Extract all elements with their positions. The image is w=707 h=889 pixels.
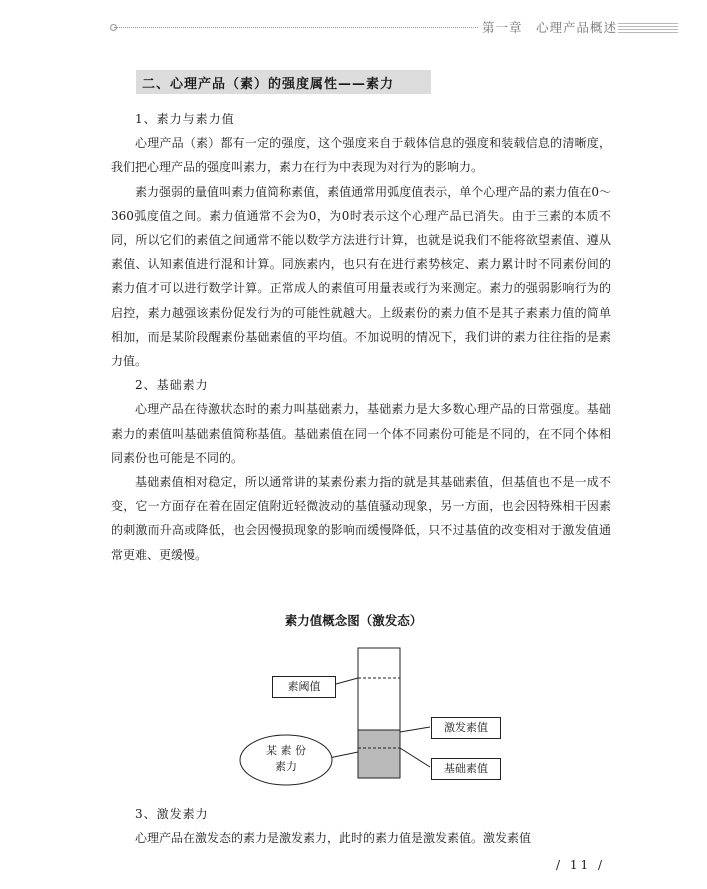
- paragraph-2: 素力强弱的量值叫素力值简称素值，素值通常用弧度值表示，单个心理产品的素力值在0～360弧度值之间。素力值通常不会为0，为0时表示这个心理产品已消失。由于三素的本质不同，所以它们的素值之间通常不能以数学方法进行计算，也就是说我们不能将欲望素值、遵从素值、认知素值进行混和计算。同族素内，也只有在进行素势核定、素力累计时不同素份间的素力值才可以进行数学计算。正常成人的素值可用量表或行为来测定。素力的强弱影响行为的启控，素力越强该素份促发行为的可能性就越大。上级素份的素力值不是其子素素力值的简单相加，而是某阶段醒素份基础素值的平均值。不加说明的情况下，我们讲的素力往往指的是素力值。: [111, 184, 611, 369]
- basic-connector: [400, 748, 430, 767]
- concept-diagram: [230, 640, 530, 800]
- ellipse-connector: [329, 752, 358, 758]
- paragraph-4: 基础素值相对稳定，所以通常讲的某素份素力指的就是其基础素值，但基值也不是一成不变，它一方面存在着在固定值附近轻微波动的基值骚动现象，另一方面，也会因特殊相干因素的刺激而升高或降低，也会因慢损现象的影响而缓慢降低，只不过基值的改变相对于激发值通常更难、更缓慢。: [111, 475, 611, 562]
- ellipse-label: [240, 743, 332, 775]
- paragraph-3: 心理产品在待激状态时的素力叫基础素力，基础素力是大多数心理产品的日常强度。基础素力的素值叫基础素值简称基值。基础素值在同一个体不同素份可能是不同的，在不同个体相同素份也可能是不同的。: [111, 402, 611, 465]
- subheading-3: 3、激发素力: [135, 807, 209, 821]
- excited-connector: [400, 727, 430, 732]
- figure-title: 素力值概念图（激发态）: [284, 613, 423, 628]
- paragraph-1: 心理产品（素）都有一定的强度，这个强度来自于载体信息的强度和装载信息的清晰度，我们把心理产品的强度叫素力，素力在行为中表现为对行为的影响力。: [111, 136, 611, 175]
- page-number: / 11 /: [556, 858, 605, 872]
- threshold-label: 素阈值: [272, 676, 336, 698]
- running-header: [110, 18, 620, 38]
- ellipse-label-line-1: 某 素 份: [266, 744, 306, 757]
- chapter-title: 第一章 心理产品概述: [482, 20, 618, 35]
- subheading-1: 1、素力与素力值: [135, 112, 235, 126]
- threshold-connector: [336, 678, 358, 684]
- paragraph-5: 心理产品在激发态的素力是激发素力，此时的素力值是激发素值。激发素值: [135, 831, 532, 846]
- section-title: 二、心理产品（素）的强度属性——素力: [142, 77, 395, 92]
- subheading-2: 2、基础素力: [135, 378, 209, 393]
- header-dotted-rule: [114, 27, 478, 28]
- excited-value-label: 激发素值: [431, 717, 501, 739]
- ellipse-label-line-2: 素力: [275, 760, 297, 773]
- body-text: [111, 107, 611, 567]
- excited-fill: [358, 730, 400, 778]
- lower-text: [111, 802, 611, 850]
- section-title-band: [136, 70, 431, 94]
- basic-value-label: 基础素值: [431, 758, 501, 780]
- header-bar-ornament: [618, 23, 678, 33]
